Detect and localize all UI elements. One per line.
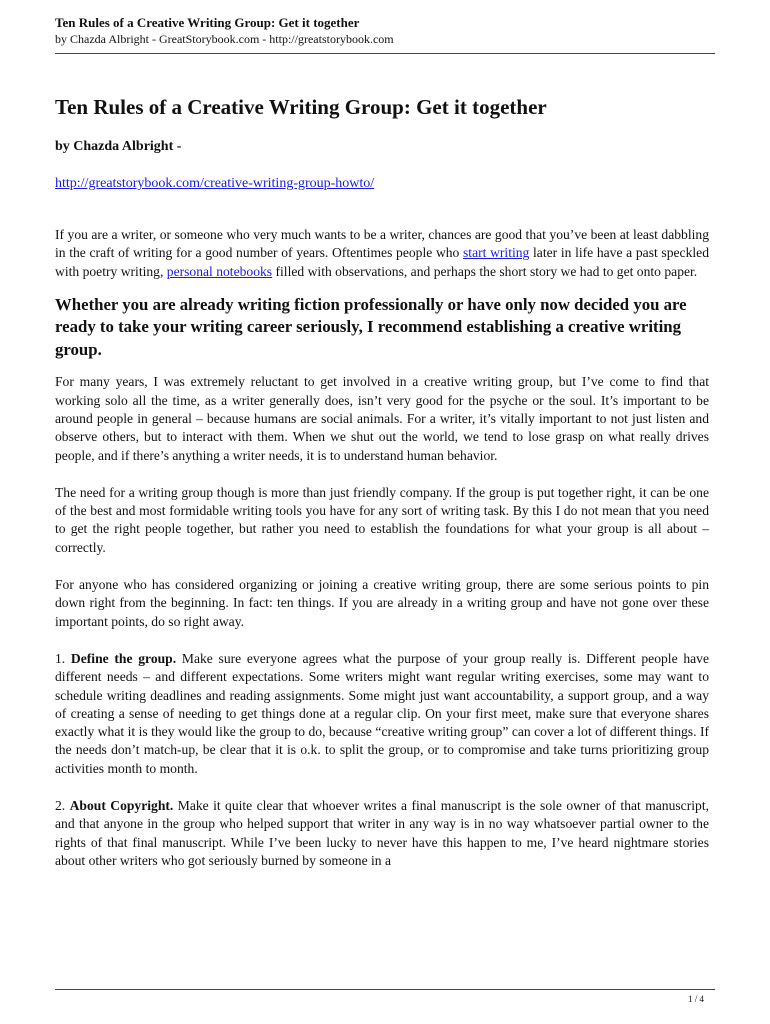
- intro-text-1: If you are a writer, or someone who very much wants to be a writer, chances are good that you’ve been at least dabbling in the craft of writing for a good number of years. Oftentimes people who: [55, 227, 709, 261]
- rule-1-text: Make sure everyone agrees what the purpose of your group really is. Different people have different needs – and different expectations. Some writers might want regular writing exercises, some may want to schedule writing deadlines and reading assignments. Some might just want accountability, a support group, and a way of creating a sense of needing to get things done at a regular clip. On your first meet, make sure that everyone shares exactly what it is they would like the group to do, because “creative writing group” can cover a lot of different things. If the needs don’t match-up, be clear that it is o.k. to split the group, or to compromise and take turns prioritizing group activities month to month.: [55, 650, 709, 776]
- page-header: [55, 14, 715, 47]
- article-body: [55, 93, 709, 870]
- article-byline: by Chazda Albright -: [55, 139, 182, 154]
- rule-2-paragraph: [55, 797, 709, 870]
- article-title: Ten Rules of a Creative Writing Group: Get it together: [55, 95, 547, 119]
- footer-divider: [55, 989, 715, 990]
- rule-1-paragraph: [55, 650, 709, 778]
- rule-1-number: 1.: [55, 650, 71, 666]
- rule-2-label: About Copyright.: [69, 798, 174, 814]
- rule-2-text: Make it quite clear that whoever writes a final manuscript is the sole owner of that manuscript, and that anyone in the group who helped support that writer in any way is in no way whatsoever partial owner to the rights of that final manuscript. While I’ve been lucky to never have this happen to me, I’ve heard nightmare stories about other writers who got seriously burned by someone in a: [55, 798, 709, 868]
- header-title: Ten Rules of a Creative Writing Group: Get it together: [55, 15, 360, 30]
- start-writing-link[interactable]: start writing: [463, 245, 530, 261]
- paragraph-2: For many years, I was extremely reluctant to get involved in a creative writing group, but I’ve come to find that working solo all the time, as a writer generally does, isn’t very good for the psyche or the soul. It’s important to be around people in general – because humans are social animals. For a writer, it’s vitally important to not just listen and observe others, but to interact with them. When we shut out the world, we tend to lose grasp on what really drives people, and if there’s anything a writer needs, it is to understand human behavior.: [55, 374, 709, 463]
- intro-text-3: filled with observations, and perhaps the short story we had to get onto paper.: [272, 263, 698, 279]
- rule-1-label: Define the group.: [70, 650, 177, 666]
- paragraph-3: The need for a writing group though is more than just friendly company. If the group is put together right, it can be one of the best and most formidable writing tools you have for any sort of writing task. By this I do not mean that you need to get the right people together, but rather you need to establish the foundations for what your group is all about – correctly.: [55, 484, 709, 555]
- header-divider: [55, 53, 715, 54]
- intro-paragraph: [55, 226, 709, 281]
- article-url-link[interactable]: http://greatstorybook.com/creative-writing-group-howto/: [55, 176, 375, 191]
- rule-2-number: 2.: [55, 798, 70, 814]
- intro-text-2: later in life have a past speckled with poetry writing,: [55, 245, 709, 279]
- article-subheading: Whether you are already writing fiction professionally or have only now decided you are ready to take your writing career seriously, I recommend establishing a creative writing group.: [55, 294, 687, 359]
- paragraph-4: For anyone who has considered organizing or joining a creative writing group, there are some serious points to pin down right from the beginning. In fact: ten things. If you are already in a writing group and have not gone over these important points, do so right away.: [55, 577, 709, 629]
- header-subtitle: by Chazda Albright - GreatStorybook.com - http://greatstorybook.com: [55, 32, 394, 46]
- personal-notebooks-link[interactable]: personal notebooks: [166, 263, 273, 279]
- page-number: 1 / 4: [687, 994, 704, 1004]
